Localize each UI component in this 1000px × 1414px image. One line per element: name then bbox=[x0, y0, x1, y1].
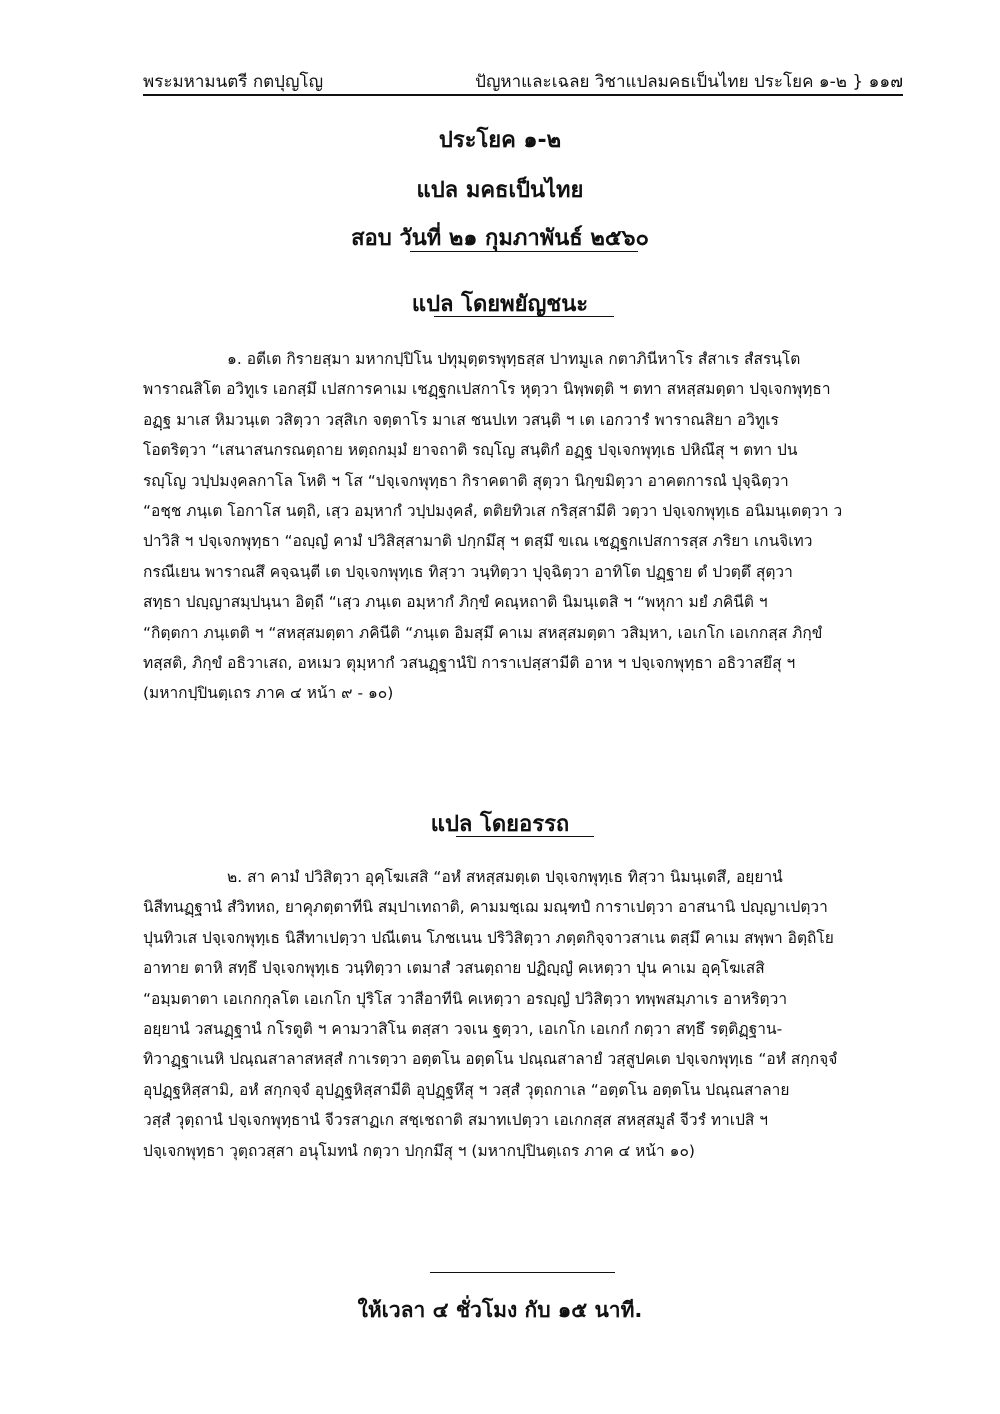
passage-line: สทฺธา ปญฺญาสมฺปนฺนา อิตฺถี “เสฺว ภนฺเต อมฺหากํ ภิกฺขํ คณฺหถาติ นิมนฺเตสิ ฯ “พหุกา มยํ ภคินีติ ฯ bbox=[143, 593, 768, 612]
passage-line: ๑. อตีเต กิรายสฺมา มหากปฺปิโน ปทุมุตฺตรพุทฺธสฺส ปาทมูเล กตาภินีหาโร สํสาเร สํสรนฺโต bbox=[227, 350, 801, 368]
passage-line: รญฺโญ วปฺปมงฺคลกาโล โหติ ฯ โส “ปจฺเจกพุทฺธา กิราคตาติ สุตฺวา นิกฺขมิตฺวา อาคตการณํ ปุจฺฉิตฺวา bbox=[143, 471, 789, 490]
passage-line: “อมฺมตาตา เอเกกกุลโต เอเกโก ปุริโส วาสีอาทีนิ คเหตฺวา อรญฺญํ ปวิสิตฺวา ทพฺพสมฺภาเร อาหริตฺวา bbox=[143, 989, 788, 1008]
section-heading-literal-underline bbox=[434, 316, 614, 317]
passage-line: นิสีทนฏฺฐานํ สํวิทหถ, ยาคุภตฺตาทีนิ สมฺปาเทถาติ, คามมชฺเฌ มณฺฑปํ การาเปตฺวา อาสนานิ ปญฺญาเปตฺวา bbox=[143, 898, 828, 917]
passage-line: อยฺยานํ วสนฏฺฐานํ กโรตูติ ฯ คามวาสิโน ตสฺสา วจเน ฐตฺวา, เอเกโก เอเกกํ กตฺวา สทฺธึ รตฺติฏฺฐาน- bbox=[143, 1020, 783, 1039]
header-author: พระมหามนตรี กตปุญโญ bbox=[143, 72, 324, 92]
passage-line: วสฺสํ วุตฺถานํ ปจฺเจกพุทฺธานํ จีวรสาฏเก สชฺเชถาติ สมาทเปตฺวา เอเกกสฺส สหสฺสมูลํ จีวรํ ทาเปสิ ฯ bbox=[143, 1111, 768, 1130]
page-header bbox=[143, 64, 903, 96]
passage-line: ๒. สา คามํ ปวิสิตฺวา อุคฺโฆเสสิ “อหํ สหสฺสมตฺเต ปจฺเจกพุทฺเธ ทิสฺวา นิมนฺเตสึ, อยฺยานํ bbox=[227, 868, 783, 886]
passage-line: ทสฺสติ, ภิกฺขํ อธิวาเสถ, อหเมว ตุมฺหากํ วสนฏฺฐานํปิ การาเปสฺสามีติ อาห ฯ ปจฺเจกพุทฺธา อธิวาสยึสุ ฯ bbox=[143, 654, 796, 673]
passage-reference: (มหากปฺปินตฺเถร ภาค ๔ หน้า ๙ - ๑๐) bbox=[143, 684, 394, 703]
passage-line: อุปฏฺฐหิสฺสามิ, อหํ สกฺกจฺจํ อุปฏฺฐหิสฺสามีติ อุปฏฺฐหึสุ ฯ วสฺสํ วุตฺถกาเล “อตฺตโน อตฺตโน ปณฺณสาลาย bbox=[143, 1080, 790, 1099]
passage-line: ปจฺเจกพุทฺธา วุตฺถวสฺสา อนุโมทนํ กตฺวา ปกฺกมึสุ ฯ (มหากปฺปินตฺเถร ภาค ๔ หน้า ๑๐) bbox=[143, 1141, 695, 1160]
header-book-title: ปัญหาและเฉลย วิชาแปลมคธเป็นไทย ประโยค ๑-๒ } ๑๑๗ bbox=[475, 72, 903, 92]
section-heading-literal: แปล โดยพยัญชนะ bbox=[411, 292, 589, 317]
exam-date-title: สอบ วันที่ ๒๑ กุมภาพันธ์ ๒๕๖๐ bbox=[351, 226, 649, 251]
section-heading-meaning: แปล โดยอรรถ bbox=[430, 812, 570, 837]
passage-line: กรณีเยน พาราณสึ คจฺฉนฺตี เต ปจฺเจกพุทฺเธ ทิสฺวา วนฺทิตฺวา ปุจฺฉิตฺวา อาทิโต ปฏฺฐาย ตํ ปวตฺตึ สุตฺวา bbox=[143, 562, 793, 581]
passage-line: โอตริตฺวา “เสนาสนกรณตฺถาย หตฺถกมฺมํ ยาจถาติ รญฺโญ สนฺติกํ อฏฺฐ ปจฺเจกพุทฺเธ ปหิณึสุ ฯ ตทา ปน bbox=[143, 441, 798, 460]
passage-line: ปาวิสิ ฯ ปจฺเจกพุทฺธา “อญฺญํ คามํ ปวิสิสฺสามาติ ปกฺกมึสุ ฯ ตสฺมึ ขเณ เชฏฺฐกเปสการสฺส ภริยา เกนจิเทว bbox=[143, 532, 813, 551]
passage-2 bbox=[143, 862, 906, 1166]
footer-divider bbox=[430, 1272, 615, 1273]
passage-line: อาทาย ตาหิ สทฺธึ ปจฺเจกพุทฺเธ วนฺทิตฺวา เตมาสํ วสนตฺถาย ปฏิญฺญํ คเหตฺวา ปุน คาเม อุคฺโฆเสสิ bbox=[143, 959, 765, 978]
passage-line: ปุนทิวเส ปจฺเจกพุทฺเธ นิสีทาเปตฺวา ปณีเตน โภชเนน ปริวิสิตฺวา ภตฺตกิจฺจาวสาเน ตสฺมึ คาเม สพฺพา อิตฺถิโย bbox=[143, 928, 834, 947]
passage-1 bbox=[143, 344, 906, 709]
passage-line: “กิตฺตกา ภนฺเตติ ฯ “สหสฺสมตฺตา ภคินีติ “ภนฺเต อิมสฺมึ คาเม สหสฺสมตฺตา วสิมฺหา, เอเกโก เอเกกสฺส ภิกฺขํ bbox=[143, 623, 823, 642]
passage-line: ทิวาฏฺฐาเนหิ ปณฺณสาลาสหสฺสํ กาเรตฺวา อตฺตโน อตฺตโน ปณฺณสาลายํ วสฺสูปคเต ปจฺเจกพุทฺเธ “อหํ สกฺกจฺจํ bbox=[143, 1050, 838, 1069]
passage-line: พาราณสิโต อวิทูเร เอกสฺมึ เปสการคาเม เชฏฺฐกเปสกาโร หุตฺวา นิพฺพตฺติ ฯ ตทา สหสฺสมตฺตา ปจฺเจกพุทฺธา bbox=[143, 380, 831, 399]
passage-line: อฏฺฐ มาเส หิมวนฺเต วสิตฺวา วสฺสิเก จตฺตาโร มาเส ชนปเท วสนฺติ ฯ เต เอกวารํ พาราณสิยา อวิทูเร bbox=[143, 410, 779, 429]
time-allowed-note: ให้เวลา ๔ ชั่วโมง กับ ๑๕ นาที. bbox=[357, 1298, 643, 1322]
exam-level-title: ประโยค ๑-๒ bbox=[438, 128, 562, 153]
date-underline bbox=[410, 251, 638, 252]
section-heading-meaning-underline bbox=[456, 836, 594, 837]
passage-line: “อชฺช ภนฺเต โอกาโส นตฺถิ, เสฺว อมฺหากํ วปฺปมงฺคลํ, ตติยทิวเส กริสฺสามีติ วตฺวา ปจฺเจกพุทฺเธ อนิมนฺเตตฺวา ว bbox=[143, 502, 843, 521]
exam-subject-title: แปล มคธเป็นไทย bbox=[416, 178, 584, 203]
